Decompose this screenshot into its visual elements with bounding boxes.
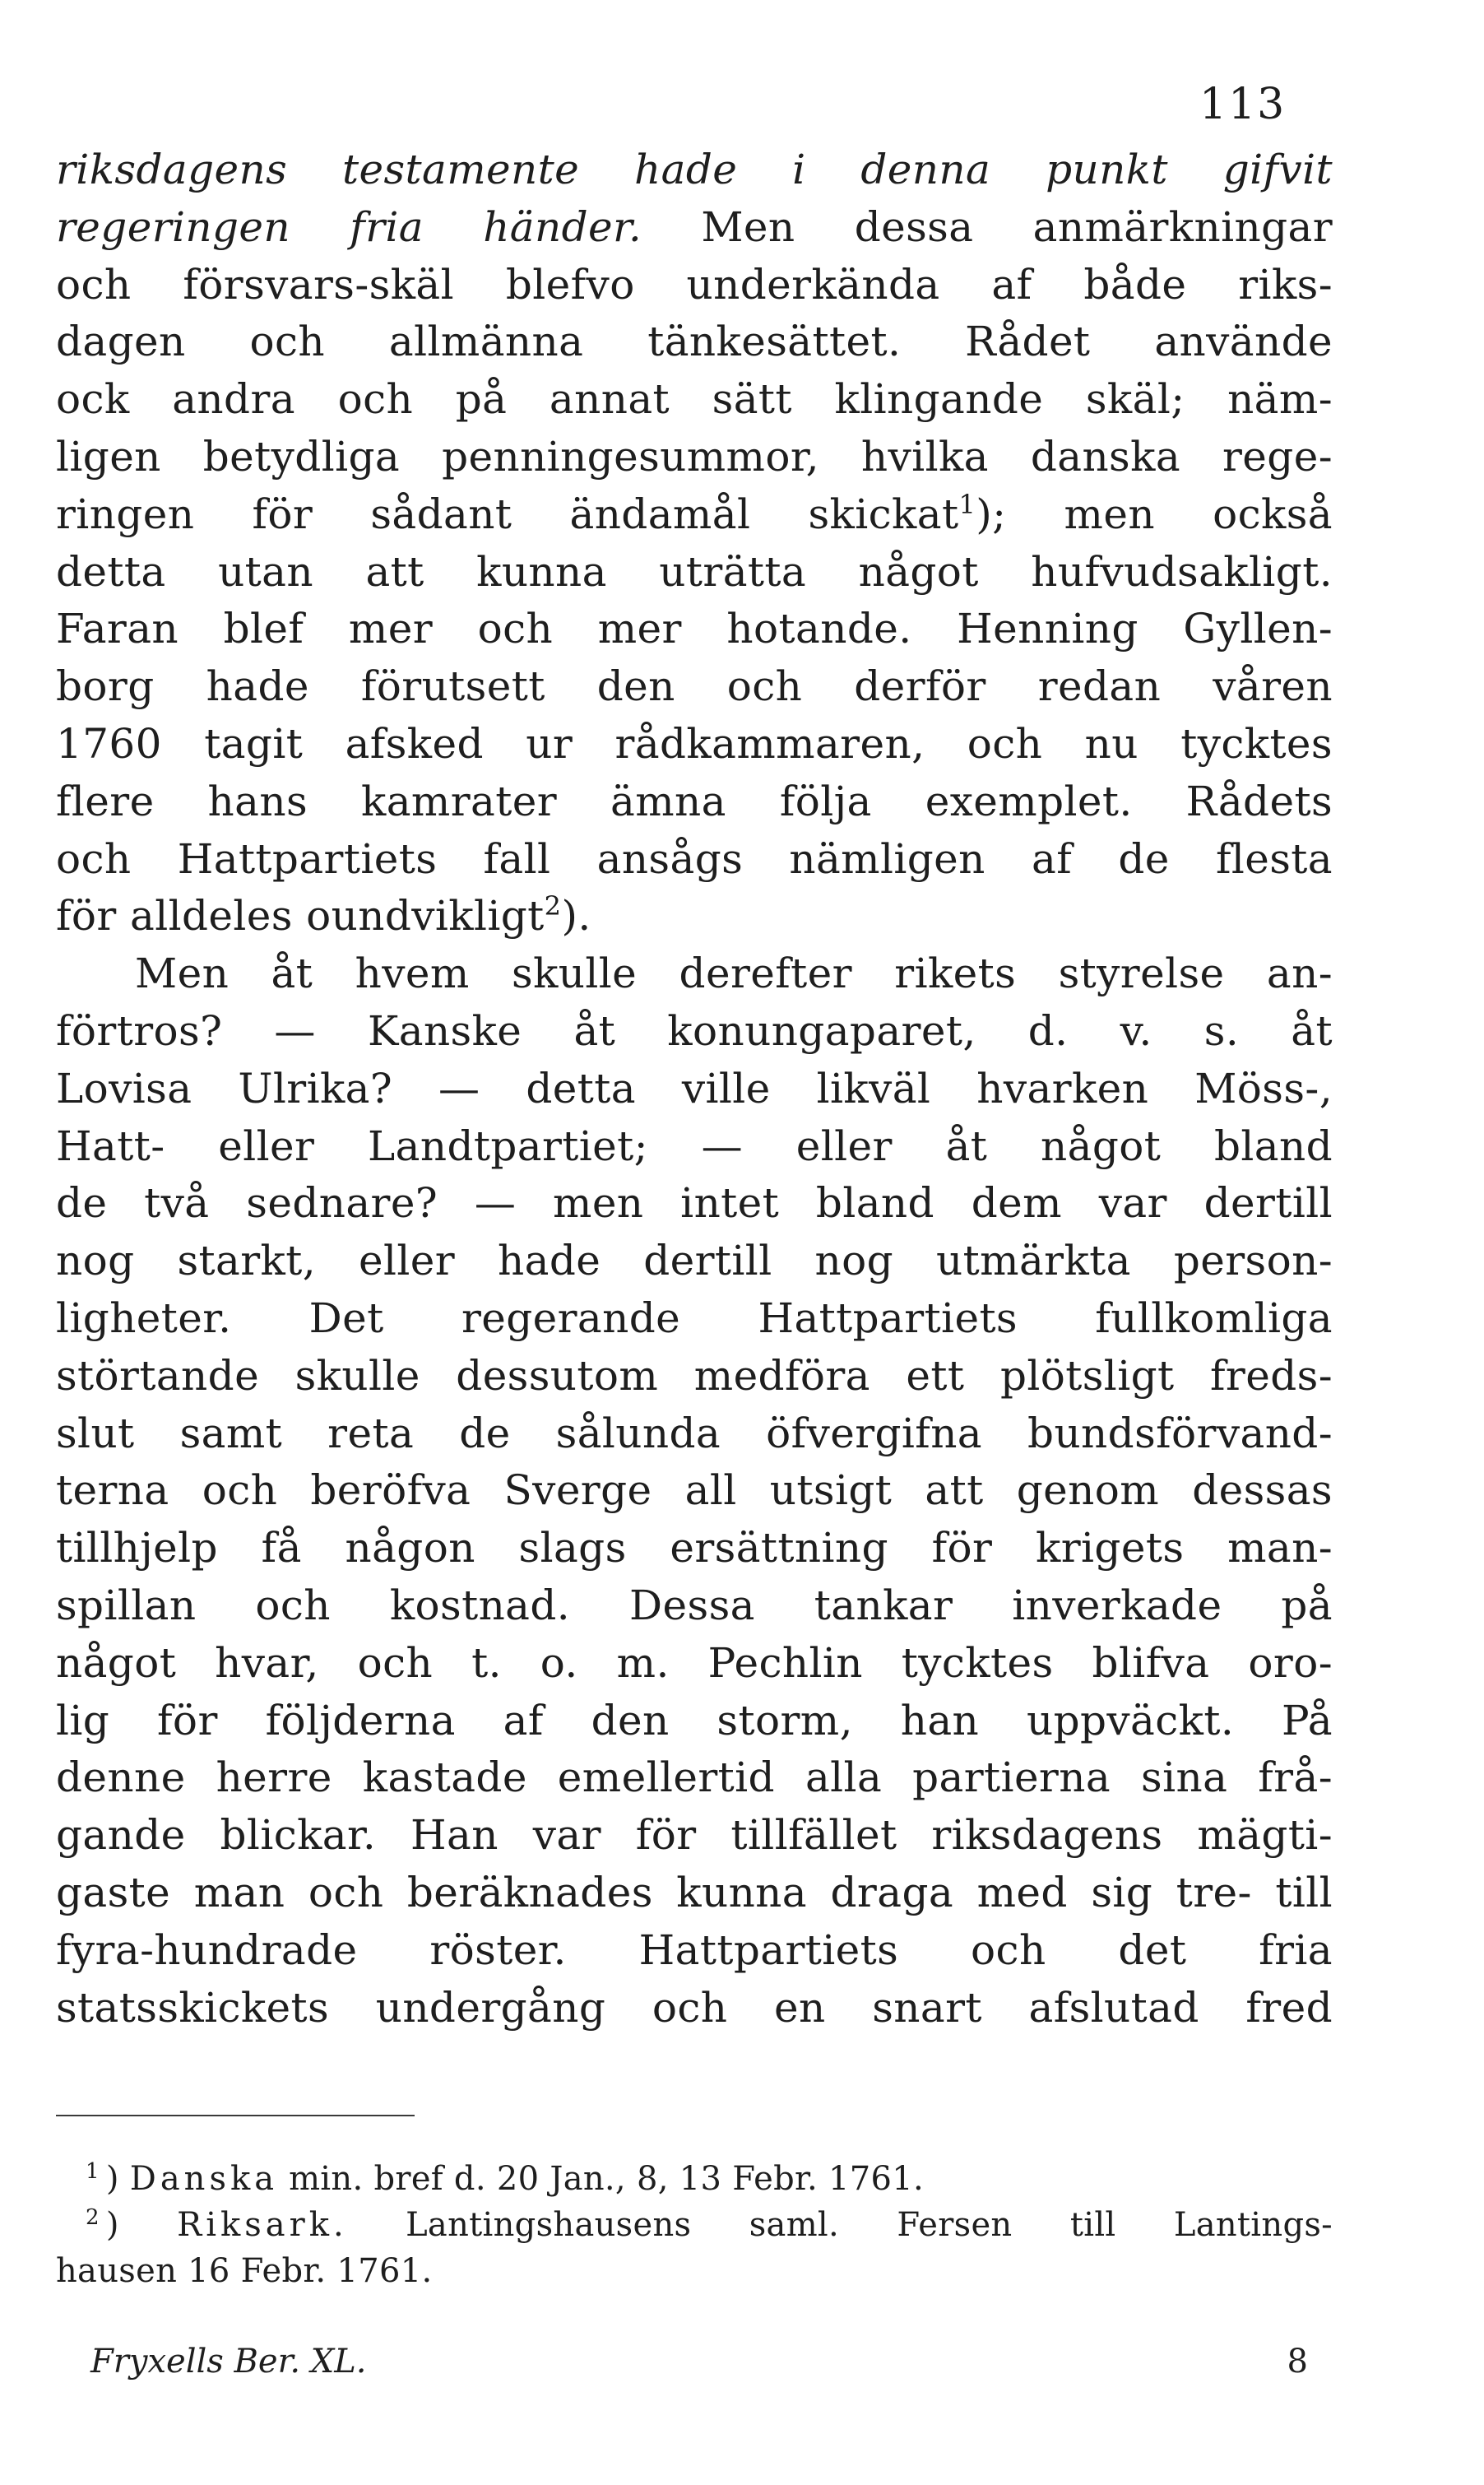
text-line xyxy=(56,544,1333,602)
text-segment: flere hans kamrater ämna följa exemplet. Rådets xyxy=(56,777,1333,825)
text-segment: för alldeles oundvikligt xyxy=(56,892,545,941)
text-line xyxy=(56,1865,1333,1922)
signature-title: Fryxells Ber. XL. xyxy=(90,2343,367,2380)
footnote-text: Lantingshausens saml. Fersen till Lantings- xyxy=(347,2206,1333,2244)
footnote-line xyxy=(56,2156,1333,2202)
footnote-text: Riksark. xyxy=(177,2206,348,2244)
footnote-paren: ) xyxy=(105,2160,130,2198)
text-segment: förtros? — Kanske åt konungaparet, d. v. s. åt xyxy=(56,1006,1333,1055)
text-segment: 1760 tagit afsked ur rådkammaren, och nu tycktes xyxy=(56,719,1333,768)
text-segment: detta utan att kunna uträtta något hufvudsakligt. xyxy=(56,547,1333,596)
text-line xyxy=(56,945,1333,1003)
text-segment: slut samt reta de sålunda öfvergifna bundsförvand- xyxy=(56,1409,1333,1457)
text-segment: Lovisa Ulrika? — detta ville likväl hvarken Möss-, xyxy=(56,1064,1333,1112)
text-segment: borg hade förutsett den och derför redan våren xyxy=(56,662,1333,711)
footnote-text: min. bref d. 20 Jan., 8, 13 Febr. 1761. xyxy=(278,2160,925,2198)
text-segment: spillan och kostnad. Dessa tankar inverkade på xyxy=(56,1581,1333,1629)
text-segment: ock andra och på annat sätt klingande skäl; näm- xyxy=(56,375,1333,424)
footnote-line xyxy=(56,2202,1333,2248)
text-line xyxy=(56,1635,1333,1693)
text-segment: gande blickar. Han var för tillfället riksdagens mägti- xyxy=(56,1811,1333,1860)
page-number: 113 xyxy=(1199,80,1287,129)
text-line xyxy=(56,1462,1333,1520)
text-segment: lig för följderna af den storm, han uppväckt. På xyxy=(56,1696,1333,1744)
printer-signature xyxy=(90,2337,1308,2386)
footnote-paren: ) xyxy=(105,2206,178,2244)
text-segment: fyra-hundrade röster. Hattpartiets och det fria xyxy=(56,1925,1333,1974)
main-text xyxy=(56,142,1333,2037)
text-line xyxy=(56,314,1333,371)
text-line xyxy=(56,1980,1333,2037)
text-segment: gaste man och beräknades kunna draga med sig tre- till xyxy=(56,1868,1333,1916)
text-segment: dagen och allmänna tänkesättet. Rådet använde xyxy=(56,318,1333,366)
text-line xyxy=(56,1175,1333,1233)
footnote-separator xyxy=(56,2115,415,2116)
text-line xyxy=(56,1405,1333,1463)
text-segment: statsskickets undergång och en snart afslutad fred xyxy=(56,1983,1333,2032)
text-segment: Hatt- eller Landtpartiet; — eller åt något bland xyxy=(56,1122,1333,1170)
text-line xyxy=(56,486,1333,544)
text-segment: Faran blef mer och mer hotande. Henning Gyllen- xyxy=(56,605,1333,653)
text-line xyxy=(56,888,1333,945)
footnote-line xyxy=(56,2248,1333,2294)
text-segment: ringen för sådant ändamål skickat xyxy=(56,490,959,538)
text-line xyxy=(56,429,1333,486)
text-segment: terna och beröfva Sverge all utsigt att genom dessas xyxy=(56,1466,1333,1515)
text-segment: något hvar, och t. o. m. Pechlin tycktes blifva oro- xyxy=(56,1638,1333,1687)
text-line xyxy=(56,1118,1333,1176)
text-line xyxy=(56,773,1333,831)
text-line xyxy=(56,371,1333,429)
text-line xyxy=(56,199,1333,257)
text-segment: tillhjelp få någon slags ersättning för krigets man- xyxy=(56,1524,1333,1572)
text-segment: störtande skulle dessutom medföra ett plötsligt freds- xyxy=(56,1351,1333,1400)
text-line xyxy=(56,1003,1333,1061)
footnote-mark: 1 xyxy=(86,2159,100,2184)
footnote-reference: 1 xyxy=(958,488,976,520)
text-segment: regeringen fria händer. xyxy=(56,202,642,251)
text-line xyxy=(56,142,1333,199)
text-line xyxy=(56,1693,1333,1750)
signature-number: 8 xyxy=(1287,2343,1308,2380)
text-segment: ); men också xyxy=(976,490,1333,538)
text-segment: ). xyxy=(561,892,591,941)
text-segment: ligheter. Det regerande Hattpartiets fullkomliga xyxy=(56,1294,1333,1342)
text-segment: de två sednare? — men intet bland dem var dertill xyxy=(56,1179,1333,1228)
text-line xyxy=(56,257,1333,314)
text-segment: Men dessa anmärkningar xyxy=(642,202,1333,251)
footnotes xyxy=(56,2156,1333,2294)
text-line xyxy=(56,1520,1333,1577)
text-segment: nog starkt, eller hade dertill nog utmärkta person- xyxy=(56,1237,1333,1285)
text-segment: och Hattpartiets fall ansågs nämligen af de flesta xyxy=(56,834,1333,883)
footnote-text: hausen 16 Febr. 1761. xyxy=(56,2252,433,2290)
text-line xyxy=(56,601,1333,658)
text-line xyxy=(56,1749,1333,1807)
text-segment: denne herre kastade emellertid alla partierna sina frå- xyxy=(56,1753,1333,1802)
text-segment: Men åt hvem skulle derefter rikets styrelse an- xyxy=(135,950,1333,998)
text-line xyxy=(56,1807,1333,1865)
footnote-text: Danska xyxy=(129,2160,279,2198)
text-line xyxy=(56,1061,1333,1118)
footnote-reference: 2 xyxy=(544,890,562,922)
footnote-mark: 2 xyxy=(86,2205,100,2230)
text-line xyxy=(56,658,1333,716)
text-line xyxy=(56,1922,1333,1980)
text-segment: riksdagens testamente hade i denna punkt gifvit xyxy=(56,146,1333,193)
text-line xyxy=(56,1233,1333,1290)
text-segment: och försvars-skäl blefvo underkända af både riks- xyxy=(56,260,1333,309)
text-line xyxy=(56,1290,1333,1348)
text-line xyxy=(56,716,1333,773)
text-line xyxy=(56,831,1333,889)
text-segment: ligen betydliga penningesummor, hvilka danska rege- xyxy=(56,432,1333,481)
text-line xyxy=(56,1348,1333,1405)
text-line xyxy=(56,1577,1333,1635)
